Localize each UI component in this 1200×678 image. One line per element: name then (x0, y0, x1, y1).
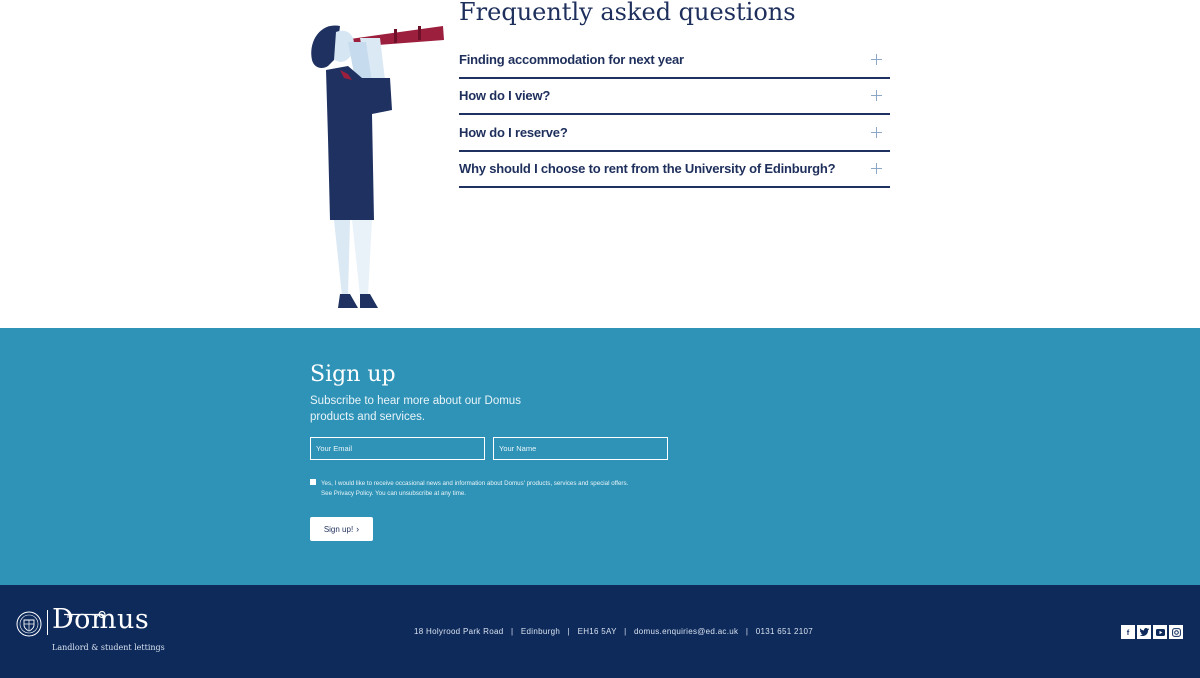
faq-list (459, 42, 890, 188)
consent-checkbox[interactable] (310, 479, 316, 485)
faq-item-reserve[interactable] (459, 115, 890, 152)
signup-subtitle: Subscribe to hear more about our Domus products and services. (310, 395, 521, 423)
logo-wordmark: Domus (52, 604, 150, 635)
footer-contact (414, 627, 813, 636)
address-city: Edinburgh (520, 627, 561, 636)
plus-icon[interactable] (871, 90, 882, 101)
separator: | (624, 627, 627, 636)
phone-link[interactable]: 0131 651 2107 (755, 627, 814, 636)
email-link[interactable]: domus.enquiries@ed.ac.uk (634, 627, 739, 636)
facebook-icon[interactable]: f (1121, 625, 1135, 639)
signup-button[interactable] (310, 517, 373, 541)
faq-item-view[interactable] (459, 79, 890, 116)
faq-section (0, 0, 1200, 328)
chevron-right-icon: › (356, 523, 360, 534)
faq-title: Frequently asked questions (459, 0, 796, 26)
faq-item-label: Why should I choose to rent from the University of Edinburgh? (459, 161, 836, 177)
logo-divider (47, 610, 48, 635)
plus-icon[interactable] (871, 127, 882, 138)
footer (0, 585, 1200, 678)
faq-item-label: Finding accommodation for next year (459, 51, 684, 67)
instagram-icon[interactable] (1169, 625, 1183, 639)
woman-with-telescope-illustration (300, 18, 450, 313)
address-street: 18 Holyrood Park Road (414, 627, 504, 636)
signup-section (0, 328, 1200, 585)
separator: | (567, 627, 571, 636)
university-crest-icon (16, 611, 42, 637)
consent-text (321, 479, 681, 499)
privacy-policy-line[interactable]: See Privacy Policy. You can unsubscribe at any time. (321, 490, 467, 497)
separator: | (511, 627, 514, 636)
signup-title: Sign up (310, 362, 396, 387)
separator: | (745, 627, 749, 636)
logo-tagline: Landlord & student lettings (52, 643, 165, 652)
plus-icon[interactable] (871, 163, 882, 174)
faq-item-why-rent[interactable] (459, 152, 890, 189)
consent-text-line: Yes, I would like to receive occasional news and information about Domus' products, services and special offers. (321, 480, 629, 487)
email-field[interactable] (310, 437, 485, 460)
domus-logo[interactable] (16, 604, 176, 656)
plus-icon[interactable] (871, 54, 882, 65)
faq-item-label: How do I reserve? (459, 124, 568, 140)
twitter-icon[interactable] (1137, 625, 1151, 639)
faq-item-label: How do I view? (459, 88, 551, 104)
faq-item-accommodation[interactable] (459, 42, 890, 79)
youtube-icon[interactable] (1153, 625, 1167, 639)
address-postcode: EH16 5AY (577, 627, 617, 636)
social-icons (1121, 625, 1183, 639)
name-field[interactable] (493, 437, 668, 460)
signup-button-label: Sign up! (323, 524, 354, 534)
